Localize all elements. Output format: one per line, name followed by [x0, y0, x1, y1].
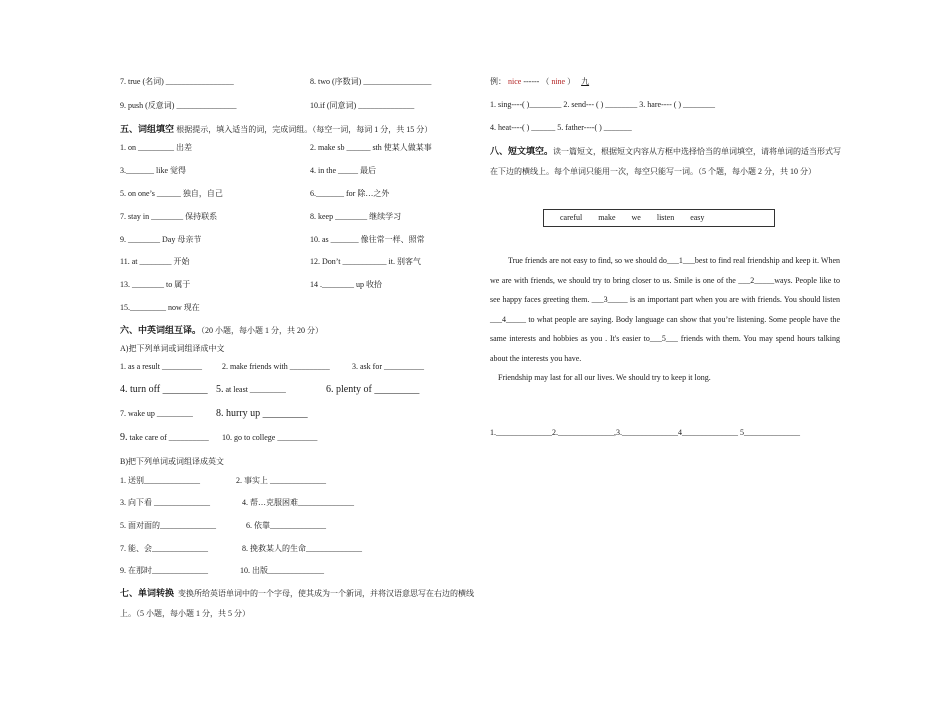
word-box-item: make: [598, 213, 616, 222]
s6a-item: 6. plenty of _________: [326, 384, 420, 395]
example-new-word: nine: [549, 77, 568, 86]
s5-item: 15._________ now 现在: [120, 303, 200, 312]
s5-item: 9. ________ Day 母亲节: [120, 235, 202, 244]
s6a-item-text: at least _________: [225, 385, 286, 394]
s6a-item: 4. turn off _________: [120, 384, 208, 395]
s5-item: 3._______ like 觉得: [120, 166, 186, 175]
section-5-note: 根据提示，填入适当的词，完成词组。（每空一词，每词 1 分，共 15 分）: [176, 125, 433, 134]
passage-text: ways. People like to see happy faces greeting them.: [490, 275, 840, 304]
s6a-item: [216, 385, 286, 395]
word-change-row-2: 4. heat----( ) ______ 5. father----( ) _______: [490, 123, 632, 132]
q9-push: 9. push (反意词) _______________: [120, 101, 237, 110]
s5-item: 11. at ________ 开始: [120, 257, 190, 266]
s6a-item: 1. as a result __________: [120, 362, 202, 371]
passage-text: best to find real friendship and keep it. When we are with friends, we should try to bring closer to us. Smile is one of the: [490, 256, 841, 285]
blank-3: ___3_____: [591, 295, 628, 304]
s6a-item-number: 9.: [120, 432, 128, 443]
blank-2: ___2_____: [738, 275, 775, 285]
s5-item: 10. as _______ 像往常一样、照常: [310, 235, 425, 244]
blank-5: ___5___: [649, 334, 678, 343]
section-6a-instruction: A)把下列单词或词组译成中文: [120, 344, 225, 353]
s6a-item: 3. ask for __________: [352, 362, 424, 371]
section-5-heading: [120, 124, 432, 135]
section-8-title: 八、短文填空。: [490, 146, 554, 156]
section-8-heading: [490, 142, 842, 181]
s6b-item: 7. 能、会______________: [120, 544, 208, 553]
word-box-item: easy: [690, 213, 705, 222]
section-7-heading: [120, 584, 475, 623]
s5-item: 12. Don’t ___________ it. 别客气: [310, 257, 421, 266]
example-answer: 九: [581, 77, 590, 86]
s5-item: 6._______ for 除…之外: [310, 189, 390, 198]
passage-text: friends with them. You may spend hours talking about the interests you have.: [490, 334, 841, 363]
example-dash: ------ （: [523, 77, 550, 86]
word-change-row-1: 1. sing----( )________ 2. send--- ( ) ________ 3. hare---- ( ) ________: [490, 100, 716, 109]
s6b-item: 6. 依靠______________: [246, 521, 326, 530]
section-6b-instruction: B)把下列单词或词组译成英文: [120, 457, 224, 466]
section-6-title: 六、中英词组互译。: [120, 325, 202, 335]
example-line: [490, 77, 597, 87]
section-6-note: （20 小题，每小题 1 分，共 20 分）: [201, 326, 324, 335]
passage-paragraph: Friendship may last for all our lives. We should try to keep it long.: [498, 373, 711, 382]
s6b-item: 8. 挽救某人的生命______________: [242, 544, 362, 553]
word-box-item: we: [631, 213, 641, 222]
s5-item: 1. on _________ 出差: [120, 143, 192, 152]
s6b-item: 9. 在那时______________: [120, 566, 208, 575]
passage-text: to what people are saying. Body language can show that you’re listening. Some people have the same interests and hobbies as you . It's easier to: [490, 314, 840, 343]
s6b-item: 10. 出版______________: [240, 566, 324, 575]
s6a-item: [120, 433, 209, 443]
q10-if: 10.if (同意词) ______________: [310, 101, 415, 110]
passage-paragraph: [490, 251, 840, 368]
passage-text: True friends are not easy to find, so we should do: [508, 256, 667, 265]
q8-two: 8. two (序数词) _________________: [310, 77, 432, 86]
s5-item: 14 .________ up 收拾: [310, 280, 382, 289]
section-6-heading: [120, 325, 323, 336]
s6b-item: 5. 面对面的______________: [120, 521, 216, 530]
s6a-item-number: 5.: [216, 384, 224, 395]
blank-4: ___4_____: [490, 314, 526, 324]
answer-lines: 1.______________2.______________,3.______________4______________ 5______________: [490, 428, 800, 437]
s5-item: 5. on one’s ______ 独自，自己: [120, 189, 223, 198]
blank-1: ___1___: [666, 256, 695, 265]
s5-item: 7. stay in ________ 保持联系: [120, 212, 218, 221]
s6a-item: 2. make friends with __________: [222, 362, 330, 371]
s6b-item: 2. 事实上 ______________: [236, 476, 326, 485]
word-box-item: careful: [560, 213, 583, 222]
word-box-item: listen: [656, 213, 675, 222]
example-word: nice: [508, 77, 522, 86]
example-prefix: 例：: [490, 77, 506, 86]
word-box: [543, 209, 775, 227]
s6b-item: 4. 帮…克服困难______________: [242, 498, 354, 507]
q7-true: 7. true (名词) _________________: [120, 77, 234, 86]
section-5-title: 五、词组填空: [120, 124, 175, 134]
s5-item: 13. ________ to 属于: [120, 280, 191, 289]
s5-item: 8. keep ________ 继续学习: [310, 212, 402, 221]
passage-text: is an important part when you are with friends. You should listen: [627, 295, 841, 304]
s5-item: 2. make sb ______ sth 使某人做某事: [310, 143, 432, 152]
s6a-item-text: take care of __________: [129, 433, 209, 442]
section-8-note: 读一篇短文，根据短文内容从方框中选择恰当的单词填空，请将单词的适当形式写在下边的横线上。每个单词只能用一次，每空只能写一词。（5 个题，每小题 2 分，共 10 分）: [490, 147, 842, 176]
section-7-title: 七、单词转换: [120, 588, 175, 598]
s6a-item: 7. wake up _________: [120, 409, 193, 418]
example-close: ）: [567, 77, 576, 86]
s5-item: 4. in the _____ 最后: [310, 166, 376, 175]
section-7-note: 变换所给英语单词中的一个字母，使其成为一个新词，并将汉语意思写在右边的横线上。（5 小题，每小题 1 分，共 5 分）: [120, 589, 475, 618]
s6a-item: 8. hurry up _________: [216, 408, 308, 419]
s6a-item: 10. go to college __________: [222, 433, 318, 442]
passage: [490, 251, 840, 388]
s6b-item: 1. 送别______________: [120, 476, 200, 485]
s6b-item: 3. 向下看 ______________: [120, 498, 210, 507]
